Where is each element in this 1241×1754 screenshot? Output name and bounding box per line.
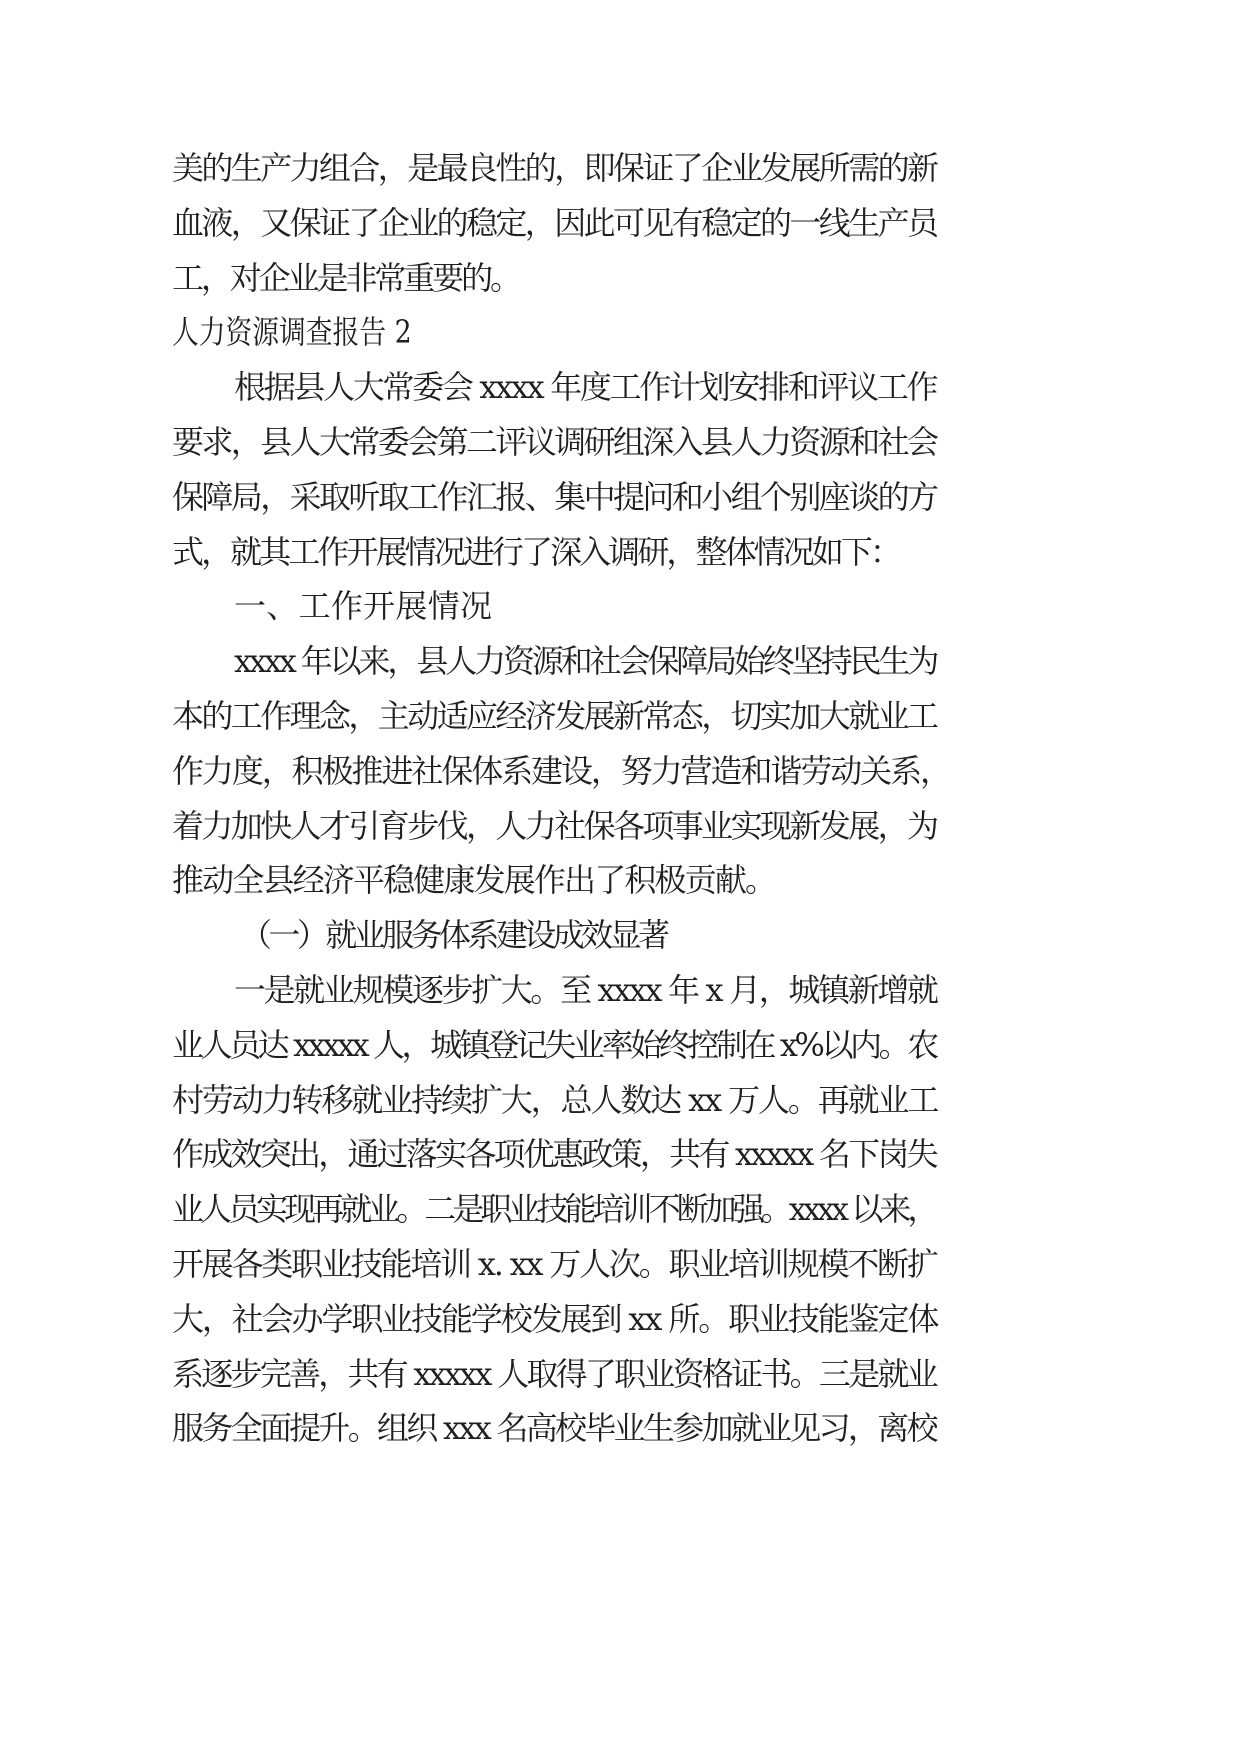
section-heading: 一、工作开展情况 bbox=[234, 587, 493, 625]
text-line: 式，就其工作开展情况进行了深入调研，整体情况如下： bbox=[172, 533, 900, 571]
text-line: 业人员实现再就业。二是职业技能培训不断加强。xxxx 以来， bbox=[172, 1190, 936, 1228]
text-line: 血液，又保证了企业的稳定，因此可见有稳定的一线生产员 bbox=[172, 204, 937, 242]
text-line: 要求，县人大常委会第二评议调研组深入县人力资源和社会 bbox=[172, 423, 937, 461]
subsection-heading: （一）就业服务体系建设成效显著 bbox=[240, 916, 667, 954]
text-line: 工，对企业是非常重要的。 bbox=[172, 259, 519, 297]
text-line: 推动全县经济平稳健康发展作出了积极贡献。 bbox=[172, 861, 776, 899]
text-line: 美的生产力组合，是最良性的，即保证了企业发展所需的新 bbox=[172, 149, 937, 187]
paragraph-start-line: xxxx 年以来，县人力资源和社会保障局始终坚持民生为 bbox=[234, 642, 937, 680]
text-line: 服务全面提升。组织 xxx 名高校毕业生参加就业见习，离校 bbox=[172, 1409, 936, 1447]
text-line: 大，社会办学职业技能学校发展到 xx 所。职业技能鉴定体 bbox=[172, 1300, 938, 1338]
text-line: 业人员达 xxxxx 人，城镇登记失业率始终控制在 x%以内。农 bbox=[172, 1026, 936, 1064]
paragraph-start-line: 根据县人大常委会 xxxx 年度工作计划安排和评议工作 bbox=[234, 368, 937, 406]
text-line: 系逐步完善，共有 xxxxx 人取得了职业资格证书。三是就业 bbox=[172, 1355, 936, 1393]
text-line: 开展各类职业技能培训 x. xx 万人次。职业培训规模不断扩 bbox=[172, 1245, 937, 1283]
text-line: 着力加快人才引育步伐，人力社保各项事业实现新发展，为 bbox=[172, 807, 937, 845]
text-line: 本的工作理念，主动适应经济发展新常态，切实加大就业工 bbox=[172, 697, 937, 735]
paragraph-start-line: 一是就业规模逐步扩大。至 xxxx 年 x 月，城镇新增就 bbox=[234, 971, 937, 1009]
text-line: 作成效突出，通过落实各项优惠政策，共有 xxxxx 名下岗失 bbox=[172, 1135, 936, 1173]
text-line: 作力度，积极推进社保体系建设，努力营造和谐劳动关系， bbox=[172, 752, 950, 790]
text-line: 村劳动力转移就业持续扩大，总人数达 xx 万人。再就业工 bbox=[172, 1081, 938, 1119]
text-line: 保障局，采取听取工作汇报、集中提问和小组个别座谈的方 bbox=[172, 478, 937, 516]
section-title: 人力资源调查报告 2 bbox=[172, 313, 412, 351]
